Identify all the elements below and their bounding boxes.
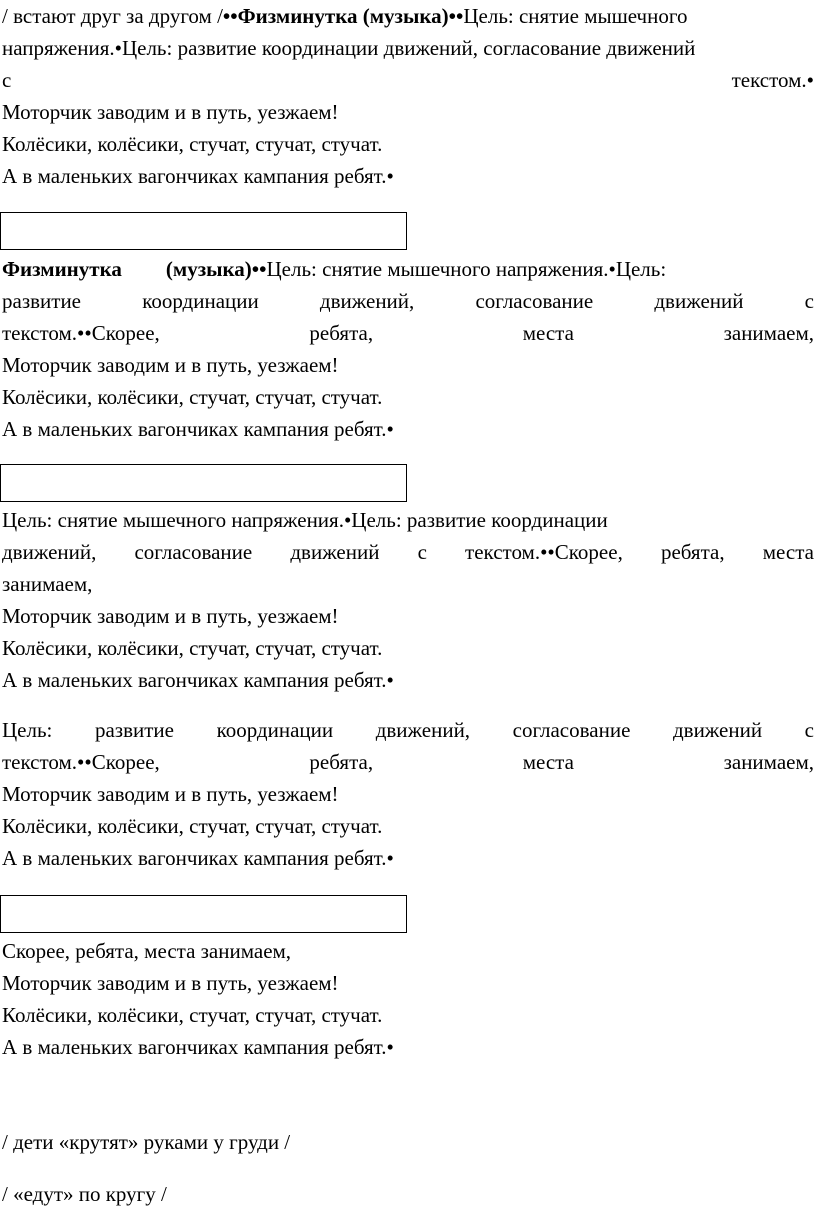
poem-line: Колёсики, колёсики, стучат, стучат, стучат.	[2, 814, 383, 838]
poem-line: Моторчик заводим и в путь, уезжаем!	[2, 100, 339, 124]
word: координации	[216, 718, 334, 742]
word: текстом.••Скорее,	[2, 750, 160, 774]
poem-line: Моторчик заводим и в путь, уезжаем!	[2, 604, 339, 628]
word: с	[804, 289, 814, 313]
stage-direction: / дети «крутят» руками у груди /	[2, 1130, 291, 1154]
word: текстом.•	[731, 68, 814, 92]
poem-line: А в маленьких вагончиках кампания ребят.•	[2, 164, 394, 188]
word: Цель:	[2, 718, 53, 742]
poem-line: Скорее, ребята, места занимаем,	[2, 939, 292, 963]
line-3	[2, 64, 814, 96]
word: согласование	[512, 718, 631, 742]
blank-box	[0, 212, 407, 250]
stage-direction: / «едут» по кругу /	[2, 1182, 167, 1206]
word: развитие	[2, 289, 82, 313]
word: движений,	[319, 289, 415, 313]
goal-text: Цель: снятие мышечного напряжения.•Цель:	[266, 257, 667, 281]
poem-line: А в маленьких вагончиках кампания ребят.•	[2, 417, 394, 441]
justified-line	[2, 714, 814, 746]
justified-line	[2, 746, 814, 778]
word: места	[522, 750, 574, 774]
word: с	[2, 68, 12, 92]
blank-box	[0, 464, 407, 502]
poem-line: Моторчик заводим и в путь, уезжаем!	[2, 782, 339, 806]
poem-line: Колёсики, колёсики, стучат, стучат, стучат.	[2, 385, 383, 409]
poem-line: А в маленьких вагончиках кампания ребят.•	[2, 668, 394, 692]
poem-line: Колёсики, колёсики, стучат, стучат, стучат.	[2, 132, 383, 156]
word: движений	[672, 718, 763, 742]
word: ребята,	[660, 540, 725, 564]
word: места	[762, 540, 814, 564]
justified-line	[2, 317, 814, 349]
word: занимаем,	[723, 750, 814, 774]
blank-box	[0, 895, 407, 933]
poem-line: А в маленьких вагончиках кампания ребят.•	[2, 846, 394, 870]
stage-direction: / встают друг за другом /	[2, 4, 223, 28]
word: с	[804, 718, 814, 742]
goal-line: Цель: снятие мышечного напряжения.•Цель: развитие координации	[2, 508, 608, 532]
poem-line: Моторчик заводим и в путь, уезжаем!	[2, 971, 339, 995]
physical-break-word: Физминутка	[2, 257, 122, 281]
word: движений	[290, 540, 380, 564]
word: с	[417, 540, 427, 564]
justified-line	[2, 285, 814, 317]
word: места	[522, 321, 574, 345]
line-2: напряжения.•Цель: развитие координации движений, согласование движений	[2, 36, 696, 60]
word: текстом.••Скорее,	[2, 321, 160, 345]
justified-line	[2, 536, 814, 568]
section-2-heading	[2, 253, 814, 285]
word: текстом.••Скорее,	[465, 540, 623, 564]
word: согласование	[475, 289, 594, 313]
music-word: (музыка)••	[165, 257, 267, 281]
poem-line: А в маленьких вагончиках кампания ребят.•	[2, 1035, 394, 1059]
line-1	[2, 0, 814, 32]
word: движений,	[2, 540, 97, 564]
poem-line: Колёсики, колёсики, стучат, стучат, стучат.	[2, 636, 383, 660]
word: занимаем,	[723, 321, 814, 345]
poem-line: Колёсики, колёсики, стучат, стучат, стучат.	[2, 1003, 383, 1027]
word: ребята,	[309, 321, 374, 345]
word: ребята,	[309, 750, 374, 774]
word: движений,	[375, 718, 471, 742]
physical-break-title: ••Физминутка (музыка)••	[222, 4, 464, 28]
word: координации	[142, 289, 259, 313]
word: движений	[654, 289, 744, 313]
word: согласование	[134, 540, 253, 564]
goal-text: Цель: снятие мышечного	[463, 4, 688, 28]
word: развитие	[94, 718, 174, 742]
text-line: занимаем,	[2, 572, 93, 596]
poem-line: Моторчик заводим и в путь, уезжаем!	[2, 353, 339, 377]
